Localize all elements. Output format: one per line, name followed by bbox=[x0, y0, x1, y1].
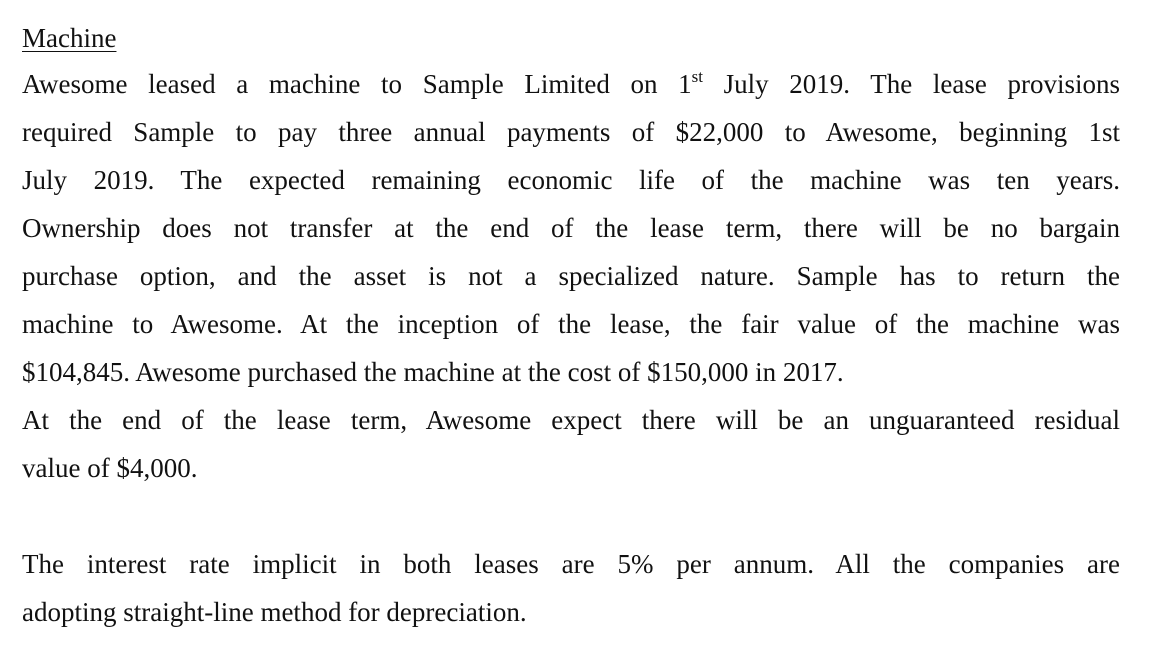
paragraph-line: adopting straight-line method for depreciation. bbox=[22, 597, 527, 627]
paragraph-line: value of $4,000. bbox=[22, 453, 198, 483]
blank-line bbox=[22, 492, 1120, 540]
paragraph-line: $104,845. Awesome purchased the machine at the cost of $150,000 in 2017. bbox=[22, 357, 844, 387]
paragraph-line: required Sample to pay three annual payments of $22,000 to Awesome, beginning 1st bbox=[22, 117, 1120, 147]
paragraph-line: Ownership does not transfer at the end of the lease term, there will be no bargain bbox=[22, 213, 1120, 243]
paragraph-line: purchase option, and the asset is not a specialized nature. Sample has to return the bbox=[22, 261, 1120, 291]
text-run: July 2019. The lease provisions bbox=[702, 69, 1120, 99]
paragraph-line: At the end of the lease term, Awesome expect there will be an unguaranteed residual bbox=[22, 405, 1120, 435]
interest-rate-paragraph bbox=[22, 540, 1120, 636]
ordinal-superscript: st bbox=[691, 67, 703, 86]
paragraph-line: machine to Awesome. At the inception of the lease, the fair value of the machine was bbox=[22, 309, 1120, 339]
section-heading: Machine bbox=[22, 23, 117, 53]
residual-value-paragraph bbox=[22, 396, 1120, 492]
lease-description-paragraph bbox=[22, 60, 1120, 396]
paragraph-line: The interest rate implicit in both leases are 5% per annum. All the companies are bbox=[22, 549, 1120, 579]
paragraph-line bbox=[22, 60, 1120, 108]
document-body bbox=[22, 16, 1120, 636]
paragraph-line: July 2019. The expected remaining economic life of the machine was ten years. bbox=[22, 165, 1120, 195]
text-run: Awesome leased a machine to Sample Limited on 1 bbox=[22, 69, 692, 99]
